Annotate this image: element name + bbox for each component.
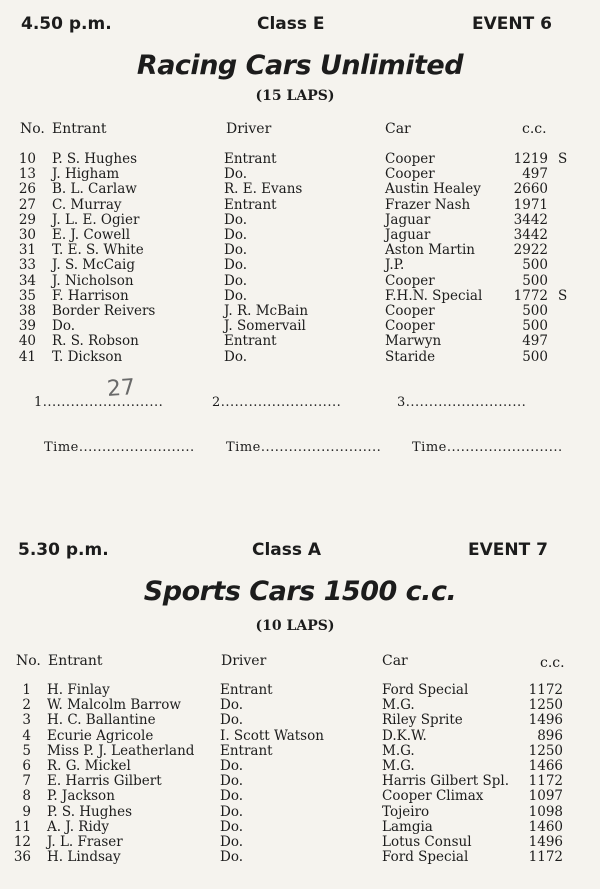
driver-name: J. Somervail	[224, 318, 306, 335]
driver-name: Entrant	[224, 333, 277, 350]
entrant-name: H. Lindsay	[47, 849, 121, 866]
entry-number: 29	[18, 211, 36, 228]
car-name: Cooper	[385, 151, 435, 167]
event6-number: EVENT 6	[472, 14, 552, 34]
car-name: Cooper	[385, 303, 435, 319]
table-row	[0, 820, 600, 835]
entry-number: 41	[18, 348, 36, 365]
event6-time: 4.50 p.m.	[21, 14, 112, 34]
car-name: Aston Martin	[385, 242, 475, 259]
car-name: D.K.W.	[382, 727, 427, 744]
table-row	[0, 350, 600, 365]
placing-second: 2..........................	[212, 395, 342, 410]
table-row	[0, 835, 600, 850]
driver-name: Do.	[224, 166, 248, 183]
car-name: Lotus Consul	[382, 834, 472, 850]
engine-cc: 500	[522, 257, 548, 274]
driver-name: Entrant	[220, 742, 273, 759]
car-name: J.P.	[385, 257, 405, 274]
car-name: Cooper	[385, 272, 435, 289]
entrant-name: Miss P. J. Leatherland	[47, 742, 195, 759]
table-row	[0, 334, 600, 349]
table-row	[0, 182, 600, 197]
engine-cc: 500	[522, 303, 548, 319]
event7-time: 5.30 p.m.	[18, 540, 109, 560]
table-row	[0, 774, 600, 789]
engine-cc: 1971	[513, 196, 548, 213]
engine-cc: 1172	[528, 849, 563, 866]
car-name: Staride	[385, 348, 436, 365]
entry-number: 6	[22, 758, 31, 774]
car-name: Frazer Nash	[385, 196, 471, 213]
event6-header-cc: c.c.	[522, 121, 547, 137]
table-row	[0, 304, 600, 319]
event6-header-entrant: Entrant	[52, 121, 107, 137]
entry-number: 35	[18, 287, 36, 304]
engine-cc: 2660	[513, 181, 548, 198]
entrant-name: P. S. Hughes	[47, 803, 133, 820]
engine-cc: 1772	[513, 287, 548, 304]
car-name: Riley Sprite	[382, 712, 463, 729]
car-name: M.G.	[382, 697, 415, 714]
entrant-name: P. S. Hughes	[52, 151, 138, 167]
table-row	[0, 213, 600, 228]
table-row	[0, 152, 600, 167]
handwritten-annotation: 27	[106, 375, 136, 402]
car-name: Cooper	[385, 318, 435, 335]
event7-header-driver: Driver	[221, 653, 267, 669]
car-name: Lamgia	[382, 818, 433, 835]
table-row	[0, 744, 600, 759]
engine-cc: 1460	[528, 818, 563, 835]
entry-number: 36	[13, 849, 31, 866]
car-name: M.G.	[382, 758, 415, 774]
time-first: Time.........................	[44, 440, 195, 455]
event7-header-entrant: Entrant	[48, 653, 103, 669]
placing-third: 3..........................	[397, 395, 527, 410]
entry-number: 7	[22, 773, 31, 790]
table-row	[0, 713, 600, 728]
entry-number: 9	[22, 803, 31, 820]
event6-header-no: No.	[20, 121, 45, 137]
engine-cc: 1250	[528, 697, 563, 714]
entrant-name: F. Harrison	[52, 287, 129, 304]
engine-cc: 497	[522, 166, 548, 183]
entrant-name: E. Harris Gilbert	[47, 773, 162, 790]
entry-number: 34	[18, 272, 36, 289]
entry-number: 40	[18, 333, 36, 350]
table-row	[0, 228, 600, 243]
driver-name: R. E. Evans	[224, 181, 303, 198]
car-name: Marwyn	[385, 333, 442, 350]
table-row	[0, 198, 600, 213]
engine-cc: 896	[537, 727, 563, 744]
car-name: M.G.	[382, 742, 415, 759]
table-row	[0, 698, 600, 713]
driver-name: Do.	[220, 773, 244, 790]
table-row	[0, 805, 600, 820]
driver-name: Do.	[220, 788, 244, 805]
driver-name: Do.	[220, 818, 244, 835]
entry-number: 3	[22, 712, 31, 729]
time-third: Time.........................	[412, 440, 563, 455]
event7-header-no: No.	[16, 653, 41, 669]
entrant-name: H. C. Ballantine	[47, 712, 156, 729]
car-name: Cooper	[385, 166, 435, 183]
entry-number: 30	[18, 227, 36, 243]
engine-cc: 1250	[528, 742, 563, 759]
entrant-name: R. G. Mickel	[47, 758, 131, 774]
entry-number: 8	[22, 788, 31, 805]
entrant-name: T. E. S. White	[52, 242, 144, 259]
car-name: Jaguar	[385, 211, 431, 228]
entrant-name: R. S. Robson	[52, 333, 139, 350]
driver-name: Do.	[220, 803, 244, 820]
car-name: Ford Special	[382, 849, 469, 866]
entrant-name: W. Malcolm Barrow	[47, 697, 181, 714]
engine-cc: 497	[522, 333, 548, 350]
engine-cc: 500	[522, 348, 548, 365]
entry-number: 13	[18, 166, 36, 183]
event7-header-car: Car	[382, 653, 408, 669]
table-row	[0, 289, 600, 304]
entry-number: 26	[18, 181, 36, 198]
driver-name: Do.	[224, 211, 248, 228]
driver-name: Do.	[220, 849, 244, 866]
driver-name: Do.	[224, 348, 248, 365]
event7-header-cc: c.c.	[540, 655, 565, 671]
car-name: Ford Special	[382, 682, 469, 698]
entrant-name: J. Higham	[52, 166, 120, 183]
engine-cc: 500	[522, 272, 548, 289]
entrant-name: T. Dickson	[52, 348, 123, 365]
driver-name: Do.	[224, 272, 248, 289]
engine-cc: 3442	[513, 227, 548, 243]
table-row	[0, 319, 600, 334]
engine-cc: 2922	[513, 242, 548, 259]
entrant-name: B. L. Carlaw	[52, 181, 137, 198]
driver-name: Do.	[224, 287, 248, 304]
class-flag: S	[558, 151, 568, 167]
event7-laps: (10 LAPS)	[255, 618, 335, 634]
engine-cc: 1219	[513, 151, 548, 167]
car-name: Jaguar	[385, 227, 431, 243]
event7-class: Class A	[252, 540, 322, 560]
entry-number: 12	[13, 834, 31, 850]
entry-number: 4	[22, 727, 31, 744]
event6-header-driver: Driver	[226, 121, 272, 137]
driver-name: Do.	[220, 834, 244, 850]
entry-number: 2	[22, 697, 31, 714]
driver-name: Do.	[220, 697, 244, 714]
table-row	[0, 850, 600, 865]
entrant-name: P. Jackson	[47, 788, 115, 805]
engine-cc: 3442	[513, 211, 548, 228]
entrant-name: H. Finlay	[47, 682, 110, 698]
table-row	[0, 243, 600, 258]
event7-title: Sports Cars 1500 c.c.	[143, 576, 457, 607]
entry-number: 5	[22, 742, 31, 759]
engine-cc: 1496	[528, 834, 563, 850]
engine-cc: 1098	[528, 803, 563, 820]
car-name: Austin Healey	[385, 181, 481, 198]
entry-number: 11	[13, 818, 31, 835]
car-name: Cooper Climax	[382, 788, 484, 805]
time-second: Time..........................	[226, 440, 382, 455]
event6-class: Class E	[257, 14, 325, 34]
entrant-name: J. L. E. Ogier	[52, 211, 140, 228]
entrant-name: E. J. Cowell	[52, 227, 131, 243]
table-row	[0, 167, 600, 182]
entry-number: 31	[18, 242, 36, 259]
table-row	[0, 274, 600, 289]
table-row	[0, 759, 600, 774]
entrant-name: J. Nicholson	[52, 272, 134, 289]
driver-name: J. R. McBain	[224, 303, 309, 319]
engine-cc: 1097	[528, 788, 563, 805]
entrant-name: J. L. Fraser	[47, 834, 123, 850]
engine-cc: 500	[522, 318, 548, 335]
car-name: Harris Gilbert Spl.	[382, 773, 509, 790]
engine-cc: 1172	[528, 773, 563, 790]
car-name: Tojeiro	[382, 803, 430, 820]
driver-name: Entrant	[220, 682, 273, 698]
table-row	[0, 729, 600, 744]
driver-name: Entrant	[224, 196, 277, 213]
entrant-name: A. J. Ridy	[47, 818, 110, 835]
engine-cc: 1172	[528, 682, 563, 698]
table-row	[0, 258, 600, 273]
event7-number: EVENT 7	[468, 540, 548, 560]
class-flag: S	[558, 287, 568, 304]
placing-first: 1..........................	[34, 395, 164, 410]
entry-number: 39	[18, 318, 36, 335]
driver-name: Do.	[224, 227, 248, 243]
table-row	[0, 789, 600, 804]
engine-cc: 1466	[528, 758, 563, 774]
driver-name: I. Scott Watson	[220, 727, 324, 744]
entrant-name: Ecurie Agricole	[47, 727, 154, 744]
entrant-name: Do.	[52, 318, 76, 335]
driver-name: Do.	[224, 242, 248, 259]
entry-number: 1	[22, 682, 31, 698]
entry-number: 10	[18, 151, 36, 167]
event6-header-car: Car	[385, 121, 411, 137]
driver-name: Do.	[220, 712, 244, 729]
driver-name: Do.	[224, 257, 248, 274]
entry-number: 27	[18, 196, 36, 213]
car-name: F.H.N. Special	[385, 287, 483, 304]
table-row	[0, 683, 600, 698]
driver-name: Entrant	[224, 151, 277, 167]
entry-number: 38	[18, 303, 36, 319]
entrant-name: C. Murray	[52, 196, 122, 213]
event6-laps: (15 LAPS)	[255, 88, 335, 104]
engine-cc: 1496	[528, 712, 563, 729]
entry-number: 33	[18, 257, 36, 274]
driver-name: Do.	[220, 758, 244, 774]
event6-title: Racing Cars Unlimited	[136, 50, 464, 81]
entrant-name: J. S. McCaig	[52, 257, 136, 274]
entrant-name: Border Reivers	[52, 303, 156, 319]
